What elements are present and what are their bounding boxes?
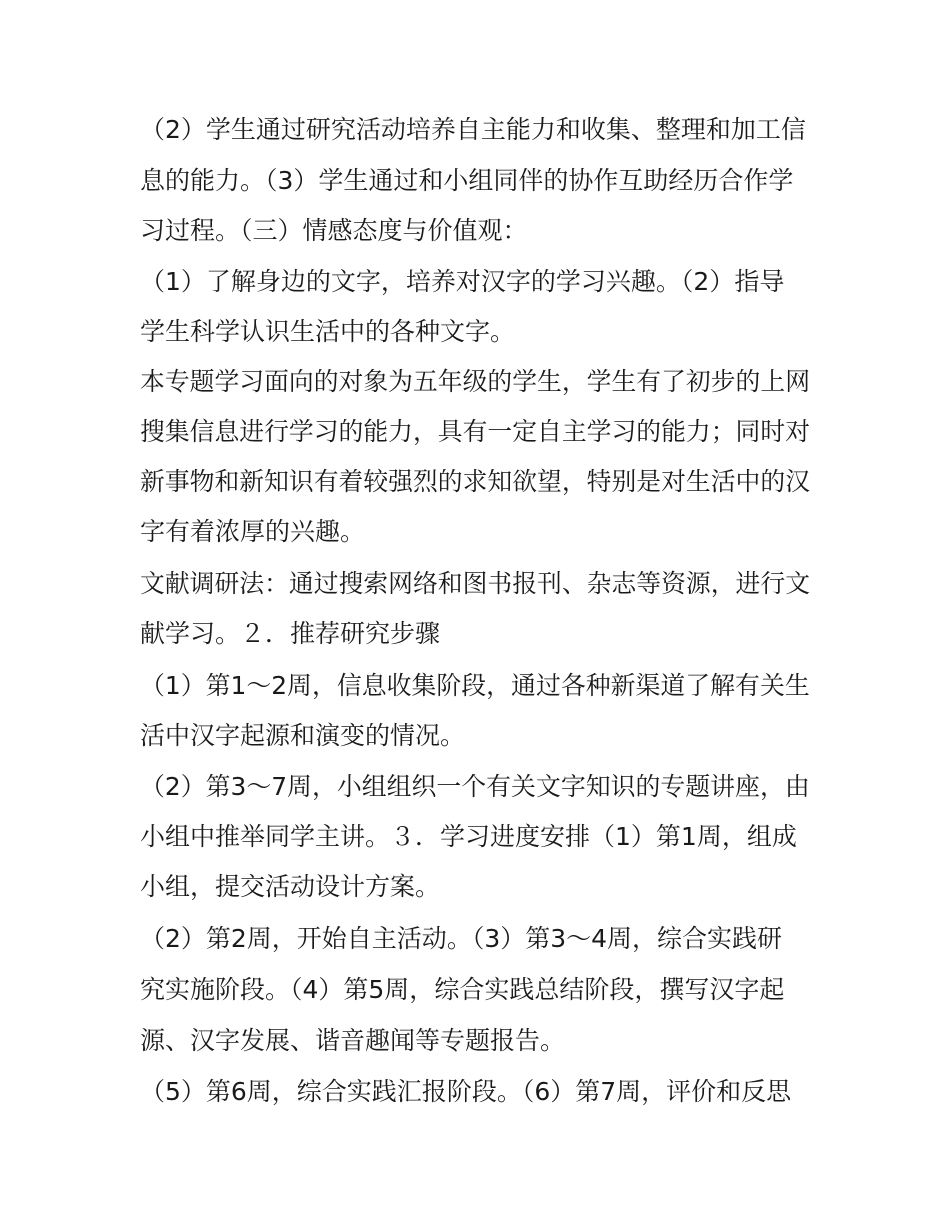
text-line: 献学习。２．推荐研究步骤 <box>140 619 441 648</box>
text-line: 源、汉字发展、谐音趣闻等专题报告。 <box>140 1026 566 1055</box>
text-line: 新事物和新知识有着较强烈的求知欲望，特别是对生活中的汉 <box>140 467 811 496</box>
text-line: 活中汉字起源和演变的情况。 <box>140 721 466 750</box>
text-line: 习过程。（三）情感态度与价值观： <box>140 216 528 245</box>
text-line: 息的能力。（3）学生通过和小组同伴的协作互助经历合作学 <box>140 166 794 195</box>
text-line: （2）第3～7周，小组组织一个有关文字知识的专题讲座，由 <box>140 772 810 801</box>
text-line: 小组，提交活动设计方案。 <box>140 872 441 901</box>
text-line: 文献调研法：通过搜索网络和图书报刊、杂志等资源，进行文 <box>140 569 811 598</box>
text-line: 究实施阶段。（4）第5周，综合实践总结阶段，撰写汉字起 <box>140 975 785 1004</box>
text-line: （1）了解身边的文字，培养对汉字的学习兴趣。（2）指导 <box>140 267 785 296</box>
text-line: （2）学生通过研究活动培养自主能力和收集、整理和加工信 <box>140 115 806 144</box>
text-line: 字有着浓厚的兴趣。 <box>140 517 366 546</box>
text-line: 学生科学认识生活中的各种文字。 <box>140 317 516 346</box>
text-line: 小组中推举同学主讲。３．学习进度安排（1）第1周，组成 <box>140 822 797 851</box>
text-line: 本专题学习面向的对象为五年级的学生，学生有了初步的上网 <box>140 367 811 396</box>
text-line: （5）第6周，综合实践汇报阶段。（6）第7周，评价和反思 <box>140 1077 792 1106</box>
text-line: （2）第2周，开始自主活动。（3）第3～4周，综合实践研 <box>140 924 783 953</box>
text-line: （1）第1～2周，信息收集阶段，通过各种新渠道了解有关生 <box>140 671 810 700</box>
text-line: 搜集信息进行学习的能力，具有一定自主学习的能力；同时对 <box>140 417 811 446</box>
